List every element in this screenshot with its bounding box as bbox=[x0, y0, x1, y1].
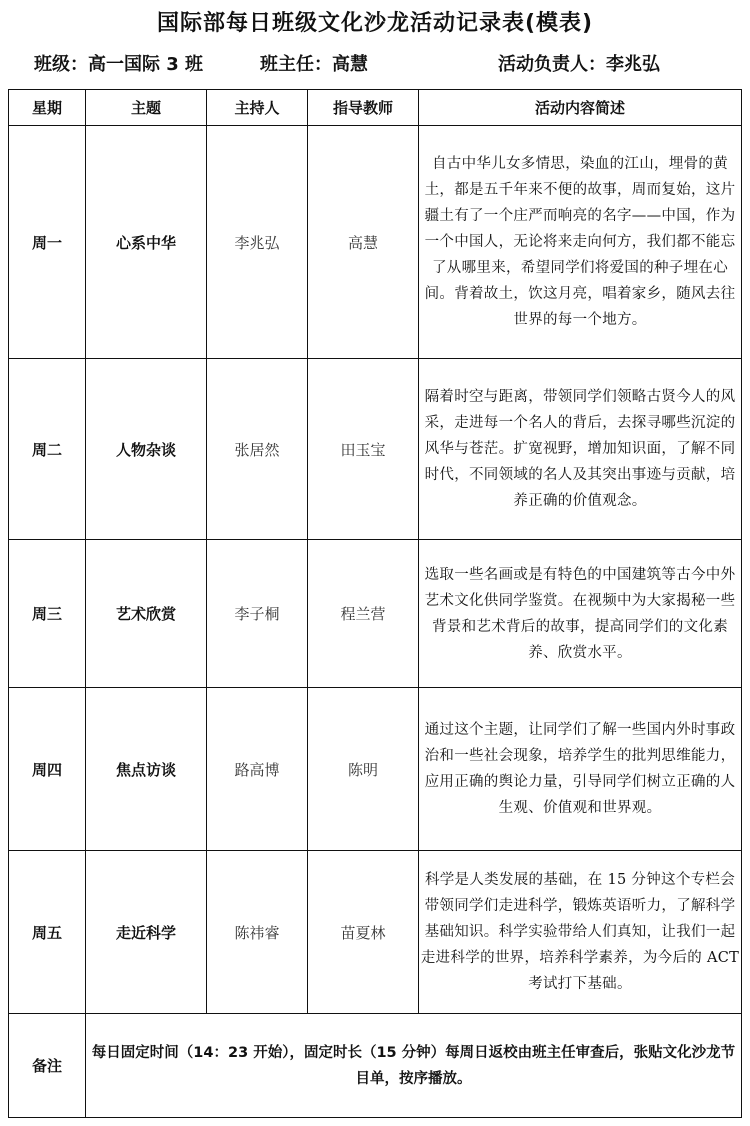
header-theme: 主题 bbox=[86, 90, 207, 126]
note-row bbox=[9, 1014, 742, 1118]
header-description: 活动内容简述 bbox=[419, 90, 742, 126]
header-weekday: 星期 bbox=[9, 90, 86, 126]
row-teacher: 陈明 bbox=[308, 688, 419, 851]
header-row bbox=[9, 90, 742, 126]
row-day: 周四 bbox=[9, 688, 86, 851]
row-theme: 人物杂谈 bbox=[86, 359, 207, 540]
row-teacher: 程兰营 bbox=[308, 540, 419, 688]
header-teacher: 指导教师 bbox=[308, 90, 419, 126]
row-description: 通过这个主题，让同学们了解一些国内外时事政治和一些社会现象，培养学生的批判思维能力，应用正确的舆论力量，引导同学们树立正确的人生观、价值观和世界观。 bbox=[419, 688, 742, 851]
row-day: 周三 bbox=[9, 540, 86, 688]
head-teacher: 班主任：高慧 bbox=[260, 54, 368, 75]
row-host: 陈祎睿 bbox=[207, 851, 308, 1014]
page-title: 国际部每日班级文化沙龙活动记录表(模表) bbox=[156, 11, 594, 36]
table-row bbox=[9, 126, 742, 359]
activity-leader: 活动负责人：李兆弘 bbox=[498, 54, 660, 75]
table-row bbox=[9, 540, 742, 688]
activity-record-table bbox=[8, 89, 742, 1118]
row-teacher: 高慧 bbox=[308, 126, 419, 359]
row-teacher: 田玉宝 bbox=[308, 359, 419, 540]
row-theme: 走近科学 bbox=[86, 851, 207, 1014]
row-description: 隔着时空与距离，带领同学们领略古贤今人的风采，走进每一个名人的背后，去探寻哪些沉淀的风华与苍茫。扩宽视野，增加知识面，了解不同时代，不同领域的名人及其突出事迹与贡献，培养正确的价值观念。 bbox=[419, 359, 742, 540]
class-name: 班级：高一国际 3 班 bbox=[34, 54, 204, 75]
header-host: 主持人 bbox=[207, 90, 308, 126]
row-theme: 艺术欣赏 bbox=[86, 540, 207, 688]
table-row bbox=[9, 688, 742, 851]
row-teacher: 苗夏林 bbox=[308, 851, 419, 1014]
row-day: 周二 bbox=[9, 359, 86, 540]
row-description: 科学是人类发展的基础，在 15 分钟这个专栏会带领同学们走进科学，锻炼英语听力，了解科学基础知识。科学实验带给人们真知，让我们一起走进科学的世界，培养科学素养，为今后的 ACT 考试打下基础。 bbox=[419, 851, 742, 1014]
row-host: 路高博 bbox=[207, 688, 308, 851]
row-host: 李兆弘 bbox=[207, 126, 308, 359]
note-text: 每日固定时间（14：23 开始），固定时长（15 分钟）每周日返校由班主任审查后，张贴文化沙龙节目单，按序播放。 bbox=[86, 1014, 742, 1118]
row-host: 李子桐 bbox=[207, 540, 308, 688]
row-day: 周一 bbox=[9, 126, 86, 359]
note-label: 备注 bbox=[9, 1014, 86, 1118]
table-row bbox=[9, 851, 742, 1014]
row-description: 选取一些名画或是有特色的中国建筑等古今中外艺术文化供同学鉴赏。在视频中为大家揭秘一些背景和艺术背后的故事，提高同学们的文化素养、欣赏水平。 bbox=[419, 540, 742, 688]
table-row bbox=[9, 359, 742, 540]
row-theme: 心系中华 bbox=[86, 126, 207, 359]
row-host: 张居然 bbox=[207, 359, 308, 540]
row-description: 自古中华儿女多情思，染血的江山，埋骨的黄土，都是五千年来不便的故事，周而复始，这片疆土有了一个庄严而响亮的名字——中国，作为一个中国人，无论将来走向何方，我们都不能忘了从哪里来，希望同学们将爱国的种子埋在心间。背着故土，饮这月亮，唱着家乡，随风去往世界的每一个地方。 bbox=[419, 126, 742, 359]
row-theme: 焦点访谈 bbox=[86, 688, 207, 851]
row-day: 周五 bbox=[9, 851, 86, 1014]
